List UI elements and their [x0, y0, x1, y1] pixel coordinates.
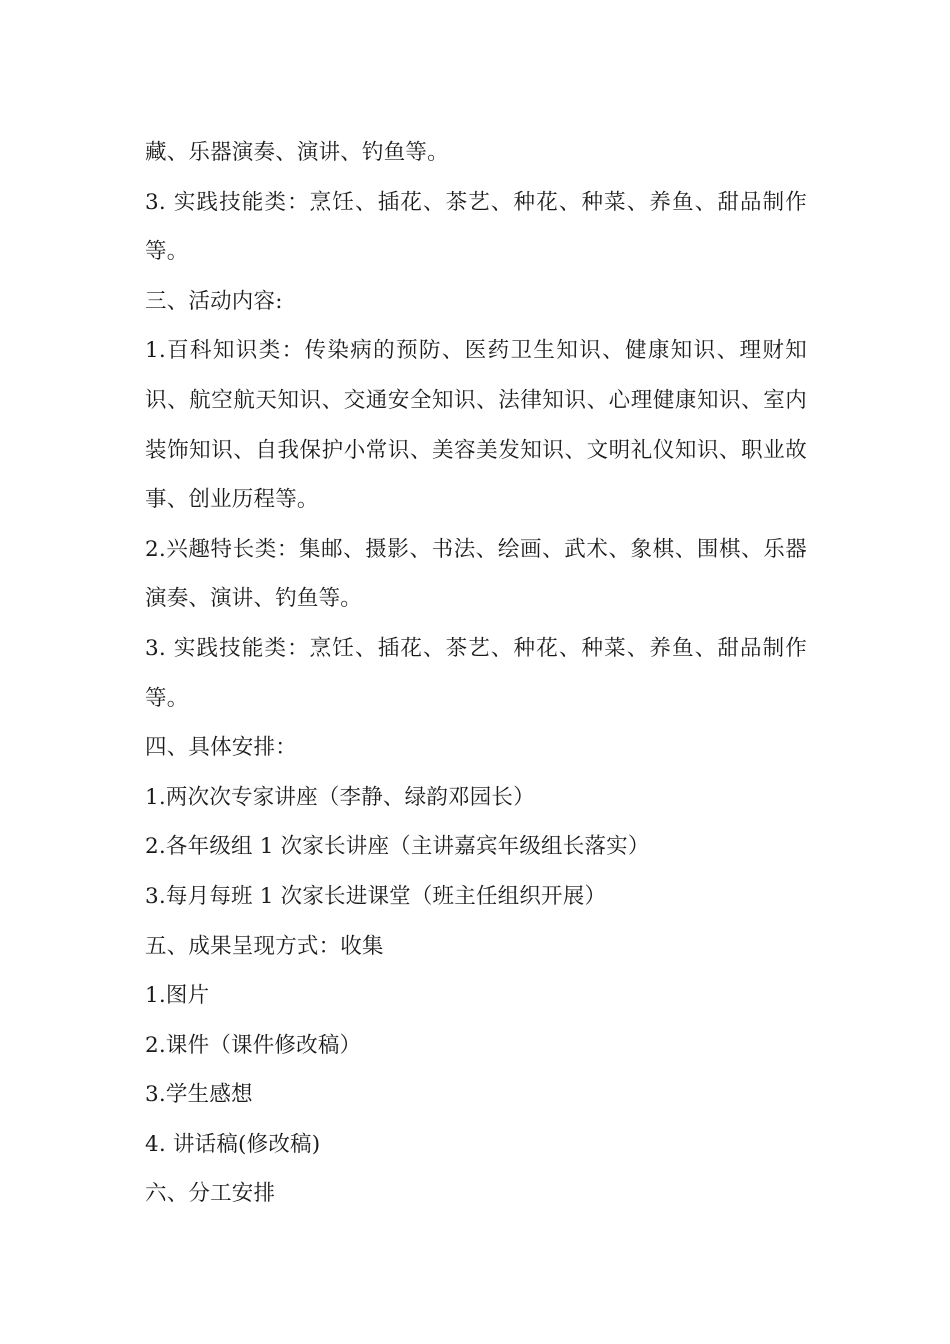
- section-heading-activity-content: 三、活动内容:: [145, 288, 283, 314]
- list-item-expert-lectures: 1.两次次专家讲座（李静、绿韵邓园长）: [145, 784, 535, 810]
- list-item-parent-classroom: 3.每月每班 1 次家长进课堂（班主任组织开展）: [145, 883, 607, 909]
- list-item-grade-parent-lecture: 2.各年级组 1 次家长讲座（主讲嘉宾年级组长落实）: [145, 834, 650, 860]
- paragraph-encyclopedia-knowledge: 1.百科知识类：传染病的预防、医药卫生知识、健康知识、理财知识、航空航天知识、交通安全知识、法律知识、心理健康知识、室内装饰知识、自我保护小常识、美容美发知识、文明礼仪知识、职业故事、创业历程等。: [145, 338, 807, 513]
- document-body: [145, 128, 807, 1219]
- paragraph-interest-specialty: 2.兴趣特长类：集邮、摄影、书法、绘画、武术、象棋、围棋、乐器演奏、演讲、钓鱼等。: [145, 536, 807, 612]
- list-item-courseware: 2.课件（课件修改稿）: [145, 1032, 362, 1058]
- paragraph-practical-skills: 3. 实践技能类：烹饪、插花、茶艺、种花、种菜、养鱼、甜品制作等。: [145, 189, 807, 265]
- section-heading-results: 五、成果呈现方式：收集: [145, 933, 384, 959]
- section-heading-arrangement: 四、具体安排：: [145, 735, 297, 761]
- list-item-student-reflections: 3.学生感想: [145, 1082, 253, 1108]
- list-item-speech-draft: 4. 讲话稿(修改稿): [145, 1131, 321, 1157]
- section-heading-division-of-labor: 六、分工安排: [145, 1181, 276, 1207]
- paragraph-practical-skills-2: 3. 实践技能类：烹饪、插花、茶艺、种花、种菜、养鱼、甜品制作等。: [145, 635, 807, 711]
- list-item-pictures: 1.图片: [145, 983, 210, 1009]
- paragraph-continuation: 藏、乐器演奏、演讲、钓鱼等。: [145, 140, 449, 165]
